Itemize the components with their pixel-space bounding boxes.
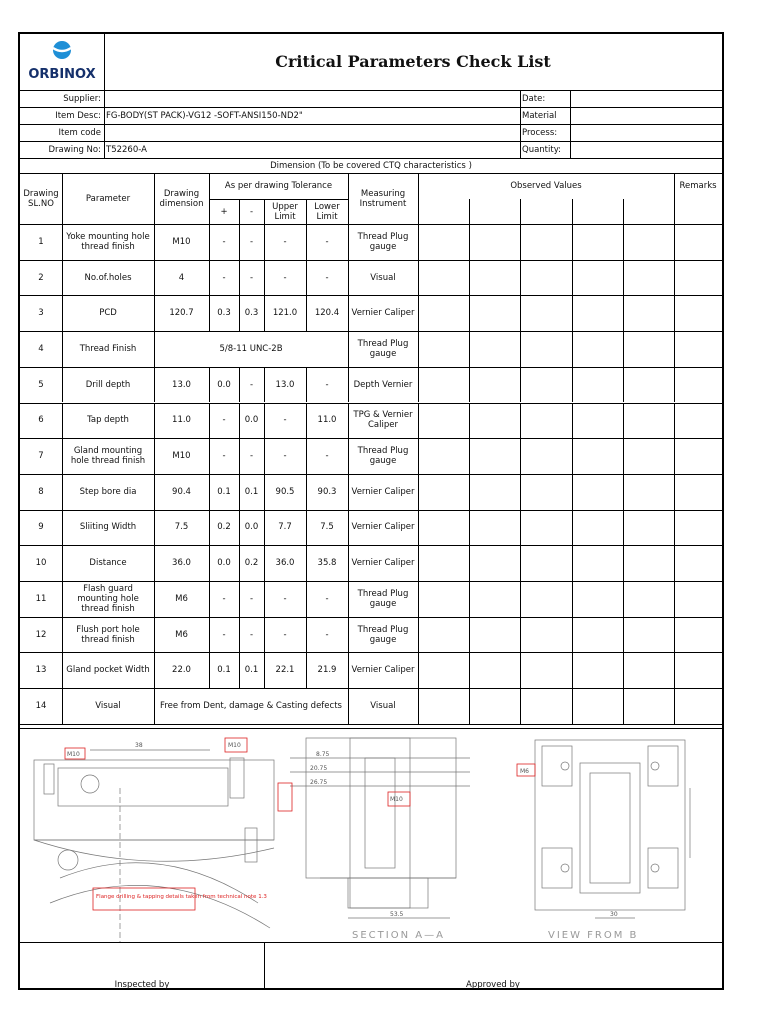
- col-header-tolerance: As per drawing Tolerance: [224, 181, 333, 191]
- row-tol-plus: 0.1: [217, 665, 231, 676]
- observed-value-cell[interactable]: [418, 581, 469, 617]
- remarks-cell[interactable]: [674, 510, 722, 546]
- row-tol-plus: -: [222, 451, 226, 462]
- observed-value-cell[interactable]: [623, 581, 674, 617]
- row-tol-minus: 0.2: [244, 558, 259, 569]
- technical-drawings: [20, 728, 722, 942]
- row-drawing-dimension: 13.0: [172, 379, 191, 390]
- row-lower-limit: -: [325, 451, 329, 462]
- observed-value-cell[interactable]: [572, 331, 623, 367]
- observed-value-cell[interactable]: [623, 652, 674, 688]
- row-upper-limit: -: [283, 272, 287, 283]
- observed-value-cell[interactable]: [623, 617, 674, 653]
- row-drawing-dimension: M10: [172, 236, 191, 247]
- row-tol-plus: 0.0: [217, 558, 231, 569]
- row-tol-minus: 0.3: [244, 308, 259, 319]
- row-upper-limit: -: [283, 593, 287, 604]
- observed-value-cell[interactable]: [520, 510, 572, 546]
- observed-value-cell[interactable]: [469, 295, 520, 331]
- row-drawing-dimension: 11.0: [172, 415, 191, 426]
- left-note-text: Flange drilling & tapping details taken from technical note 1.3: [96, 894, 267, 900]
- observed-value-cell[interactable]: [418, 688, 469, 724]
- row-instrument: Visual: [370, 272, 396, 283]
- observed-value-cell[interactable]: [469, 224, 520, 260]
- observed-value-cell[interactable]: [572, 474, 623, 510]
- row-instrument: Vernier Caliper: [351, 665, 415, 676]
- row-drawing-dimension: 4: [178, 272, 185, 283]
- row-upper-limit: -: [283, 451, 287, 462]
- observed-value-cell[interactable]: [623, 224, 674, 260]
- observed-value-cell[interactable]: [520, 403, 572, 439]
- observed-value-cell[interactable]: [572, 581, 623, 617]
- observed-value-cell[interactable]: [469, 581, 520, 617]
- row-instrument: Vernier Caliper: [351, 308, 415, 319]
- remarks-cell[interactable]: [674, 260, 722, 296]
- row-drawing-dimension: M10: [172, 451, 191, 462]
- mid-dim-2: 20.75: [310, 765, 328, 772]
- quantity-label: Quantity:: [522, 145, 561, 155]
- row-drawing-dimension: 90.4: [172, 486, 191, 497]
- row-upper-limit: 36.0: [275, 558, 295, 569]
- row-lower-limit: -: [325, 272, 329, 283]
- observed-value-cell[interactable]: [520, 367, 572, 403]
- row-drawing-dimension: 22.0: [172, 665, 191, 676]
- row-parameter: Sliiting Width: [79, 522, 137, 533]
- row-parameter: Flush port hole thread finish: [76, 624, 140, 645]
- col-header-minus: -: [249, 206, 254, 217]
- inspected-by: Inspected by: [114, 980, 170, 990]
- observed-value-cell[interactable]: [623, 260, 674, 296]
- drawing-no-value[interactable]: T52260-A: [106, 145, 147, 155]
- observed-value-cell[interactable]: [418, 367, 469, 403]
- row-sl-no: 4: [38, 343, 44, 354]
- date-label: Date:: [522, 94, 546, 104]
- observed-value-cell[interactable]: [520, 617, 572, 653]
- row-sl-no: 14: [35, 700, 47, 711]
- observed-value-cell[interactable]: [418, 331, 469, 367]
- col-header-lower: Lower Limit: [314, 201, 340, 222]
- right-dim: 30: [610, 911, 618, 918]
- observed-value-cell[interactable]: [418, 474, 469, 510]
- observed-value-cell[interactable]: [623, 331, 674, 367]
- observed-value-cell[interactable]: [418, 224, 469, 260]
- observed-value-cell[interactable]: [520, 224, 572, 260]
- mid-caption: SECTION A—A: [352, 930, 445, 941]
- observed-value-cell[interactable]: [572, 260, 623, 296]
- col-header-plus: +: [220, 206, 228, 217]
- row-sl-no: 5: [38, 379, 44, 390]
- observed-value-cell[interactable]: [520, 474, 572, 510]
- observed-value-cell[interactable]: [418, 403, 469, 439]
- row-upper-limit: 121.0: [272, 308, 298, 319]
- left-dim-top: 38: [135, 742, 143, 749]
- observed-value-cell[interactable]: [469, 367, 520, 403]
- row-sl-no: 12: [35, 629, 47, 640]
- row-upper-limit: -: [283, 629, 287, 640]
- row-sl-no: 6: [38, 415, 44, 426]
- row-tol-minus: 0.0: [244, 522, 259, 533]
- observed-value-cell[interactable]: [469, 260, 520, 296]
- col-header-drawing-dimension: Drawing dimension: [159, 188, 204, 209]
- row-parameter: Drill depth: [85, 379, 131, 390]
- observed-value-cell[interactable]: [572, 224, 623, 260]
- row-tol-plus: -: [222, 629, 226, 640]
- observed-value-cell[interactable]: [572, 438, 623, 474]
- observed-value-cell[interactable]: [572, 295, 623, 331]
- row-instrument: Thread Plug gauge: [357, 588, 409, 609]
- row-instrument: Vernier Caliper: [351, 522, 415, 533]
- dimension-banner: Dimension (To be covered CTQ characteristics ): [270, 160, 472, 171]
- row-parameter: No.of.holes: [84, 272, 132, 283]
- observed-value-cell[interactable]: [418, 510, 469, 546]
- parameters-table: [20, 173, 722, 728]
- observed-value-cell[interactable]: [469, 688, 520, 724]
- row-lower-limit: 35.8: [317, 558, 337, 569]
- observed-value-cell[interactable]: [520, 688, 572, 724]
- row-merged-dimension: Free from Dent, damage & Casting defects: [160, 700, 342, 711]
- row-instrument: Thread Plug gauge: [357, 338, 409, 359]
- row-instrument: Vernier Caliper: [351, 558, 415, 569]
- observed-value-cell[interactable]: [572, 367, 623, 403]
- observed-value-cell[interactable]: [572, 652, 623, 688]
- row-lower-limit: -: [325, 236, 329, 247]
- row-tol-minus: -: [249, 451, 254, 462]
- col-header-parameter: Parameter: [85, 193, 131, 204]
- item-desc-label: Item Desc:: [55, 111, 101, 121]
- observed-value-cell[interactable]: [623, 295, 674, 331]
- observed-value-cell[interactable]: [469, 403, 520, 439]
- observed-value-cell[interactable]: [572, 688, 623, 724]
- row-tol-plus: -: [222, 593, 226, 604]
- supplier-label: Supplier:: [63, 94, 101, 104]
- check-list-sheet: [18, 32, 724, 990]
- observed-value-cell[interactable]: [520, 652, 572, 688]
- observed-value-cell[interactable]: [623, 403, 674, 439]
- row-sl-no: 3: [38, 308, 44, 319]
- remarks-cell[interactable]: [674, 581, 722, 617]
- row-drawing-dimension: 7.5: [174, 522, 189, 533]
- row-instrument: Thread Plug gauge: [357, 446, 409, 467]
- observed-value-cell[interactable]: [623, 367, 674, 403]
- remarks-cell[interactable]: [674, 545, 722, 581]
- observed-value-cell[interactable]: [418, 652, 469, 688]
- row-lower-limit: -: [325, 379, 329, 390]
- observed-value-cell[interactable]: [469, 510, 520, 546]
- page-title: Critical Parameters Check List: [275, 52, 551, 71]
- observed-value-cell[interactable]: [623, 688, 674, 724]
- col-header-remarks: Remarks: [679, 181, 717, 191]
- row-sl-no: 7: [38, 451, 44, 462]
- row-tol-minus: -: [249, 629, 254, 640]
- engineering-drawing-icon: [20, 728, 722, 942]
- row-drawing-dimension: M6: [175, 593, 188, 604]
- row-upper-limit: -: [283, 236, 287, 247]
- observed-value-cell[interactable]: [520, 331, 572, 367]
- remarks-cell[interactable]: [674, 367, 722, 403]
- left-tag-1: M10: [67, 751, 80, 758]
- row-lower-limit: 11.0: [317, 415, 337, 426]
- row-parameter: Distance: [89, 558, 127, 569]
- observed-value-cell[interactable]: [623, 545, 674, 581]
- row-parameter: PCD: [99, 308, 117, 319]
- observed-value-cell[interactable]: [520, 545, 572, 581]
- remarks-cell[interactable]: [674, 224, 722, 260]
- observed-value-cell[interactable]: [469, 331, 520, 367]
- row-drawing-dimension: 36.0: [172, 558, 191, 569]
- row-instrument: Thread Plug gauge: [357, 231, 409, 252]
- row-upper-limit: 22.1: [275, 665, 295, 676]
- row-lower-limit: -: [325, 629, 329, 640]
- row-sl-no: 11: [35, 593, 47, 604]
- row-lower-limit: 120.4: [314, 308, 340, 319]
- remarks-cell[interactable]: [674, 403, 722, 439]
- row-tol-minus: 0.1: [244, 486, 259, 497]
- right-tag: M6: [520, 768, 529, 775]
- row-upper-limit: 13.0: [275, 379, 295, 390]
- row-tol-plus: 0.3: [217, 308, 231, 319]
- row-tol-plus: -: [222, 236, 226, 247]
- observed-value-cell[interactable]: [520, 260, 572, 296]
- observed-value-cell[interactable]: [418, 617, 469, 653]
- row-sl-no: 9: [38, 522, 44, 533]
- row-parameter: Thread Finish: [79, 343, 137, 354]
- row-sl-no: 8: [38, 486, 44, 497]
- col-header-observed: Observed Values: [510, 181, 582, 191]
- row-tol-minus: -: [249, 272, 254, 283]
- row-tol-minus: -: [249, 379, 254, 390]
- item-code-label: Item code: [58, 128, 101, 138]
- row-drawing-dimension: M6: [175, 629, 188, 640]
- observed-value-cell[interactable]: [418, 260, 469, 296]
- observed-value-cell[interactable]: [623, 474, 674, 510]
- row-tol-minus: -: [249, 593, 254, 604]
- drawing-no-label: Drawing No:: [48, 145, 101, 155]
- mid-tag: M10: [390, 796, 403, 803]
- observed-value-cell[interactable]: [623, 510, 674, 546]
- row-tol-plus: -: [222, 415, 226, 426]
- observed-value-cell[interactable]: [572, 617, 623, 653]
- remarks-cell[interactable]: [674, 438, 722, 474]
- row-tol-plus: -: [222, 272, 226, 283]
- logo: [20, 34, 104, 90]
- row-instrument: Visual: [370, 700, 396, 711]
- observed-value-cell[interactable]: [520, 438, 572, 474]
- observed-value-cell[interactable]: [469, 652, 520, 688]
- col-header-sl-no: Drawing SL.NO: [23, 188, 59, 209]
- row-merged-dimension: 5/8-11 UNC-2B: [219, 343, 283, 354]
- material-label: Material: [522, 111, 557, 121]
- row-parameter: Visual: [95, 700, 121, 711]
- observed-value-cell[interactable]: [469, 545, 520, 581]
- row-tol-plus: 0.2: [217, 522, 231, 533]
- observed-value-cell[interactable]: [520, 295, 572, 331]
- row-parameter: Gland pocket Width: [66, 665, 150, 676]
- row-parameter: Yoke mounting hole thread finish: [66, 231, 150, 252]
- item-desc-value[interactable]: FG-BODY(ST PACK)-VG12 -SOFT-ANSI150-ND2": [106, 111, 303, 121]
- process-label: Process:: [522, 128, 558, 138]
- row-instrument: Thread Plug gauge: [357, 624, 409, 645]
- remarks-cell[interactable]: [674, 617, 722, 653]
- col-header-instrument: Measuring Instrument: [359, 188, 407, 209]
- remarks-cell[interactable]: [674, 295, 722, 331]
- logo-text: ORBINOX: [28, 67, 96, 82]
- row-sl-no: 2: [38, 272, 44, 283]
- observed-value-cell[interactable]: [418, 438, 469, 474]
- row-tol-minus: -: [249, 236, 254, 247]
- row-parameter: Gland mounting hole thread finish: [70, 446, 146, 467]
- mid-dim-4: 53.5: [390, 911, 404, 918]
- observed-value-cell[interactable]: [623, 438, 674, 474]
- observed-value-cell[interactable]: [418, 295, 469, 331]
- right-caption: VIEW FROM B: [548, 930, 639, 941]
- row-parameter: Tap depth: [87, 415, 129, 426]
- col-header-upper: Upper Limit: [272, 201, 298, 222]
- row-parameter: Flash guard mounting hole thread finish: [77, 583, 139, 614]
- approved-by: Approved by: [466, 980, 520, 990]
- row-drawing-dimension: 120.7: [169, 308, 194, 319]
- observed-value-cell[interactable]: [572, 403, 623, 439]
- observed-value-cell[interactable]: [520, 581, 572, 617]
- remarks-cell[interactable]: [674, 474, 722, 510]
- row-lower-limit: 90.3: [317, 486, 337, 497]
- mid-dim-3: 26.75: [310, 779, 328, 786]
- row-tol-minus: 0.1: [244, 665, 259, 676]
- row-upper-limit: 90.5: [275, 486, 295, 497]
- remarks-cell[interactable]: [674, 331, 722, 367]
- row-lower-limit: 7.5: [320, 522, 334, 533]
- observed-value-cell[interactable]: [572, 510, 623, 546]
- row-sl-no: 13: [35, 665, 47, 676]
- observed-value-cell[interactable]: [469, 438, 520, 474]
- row-lower-limit: -: [325, 593, 329, 604]
- remarks-cell[interactable]: [674, 652, 722, 688]
- remarks-cell[interactable]: [674, 688, 722, 724]
- row-upper-limit: 7.7: [278, 522, 292, 533]
- observed-value-cell[interactable]: [469, 617, 520, 653]
- row-sl-no: 1: [38, 236, 44, 247]
- row-parameter: Step bore dia: [79, 486, 137, 497]
- row-instrument: Depth Vernier: [353, 379, 413, 390]
- row-instrument: Vernier Caliper: [351, 486, 415, 497]
- observed-value-cell[interactable]: [469, 474, 520, 510]
- row-tol-plus: 0.0: [217, 379, 231, 390]
- observed-value-cell[interactable]: [418, 545, 469, 581]
- observed-value-cell[interactable]: [572, 545, 623, 581]
- row-lower-limit: 21.9: [317, 665, 337, 676]
- row-tol-plus: 0.1: [217, 486, 231, 497]
- row-tol-minus: 0.0: [244, 415, 259, 426]
- row-upper-limit: -: [283, 415, 287, 426]
- mid-dim-1: 8.75: [316, 751, 330, 758]
- left-tag-2: M10: [228, 742, 241, 749]
- row-sl-no: 10: [35, 558, 47, 569]
- left-note: [96, 894, 267, 900]
- row-instrument: TPG & Vernier Caliper: [353, 410, 413, 431]
